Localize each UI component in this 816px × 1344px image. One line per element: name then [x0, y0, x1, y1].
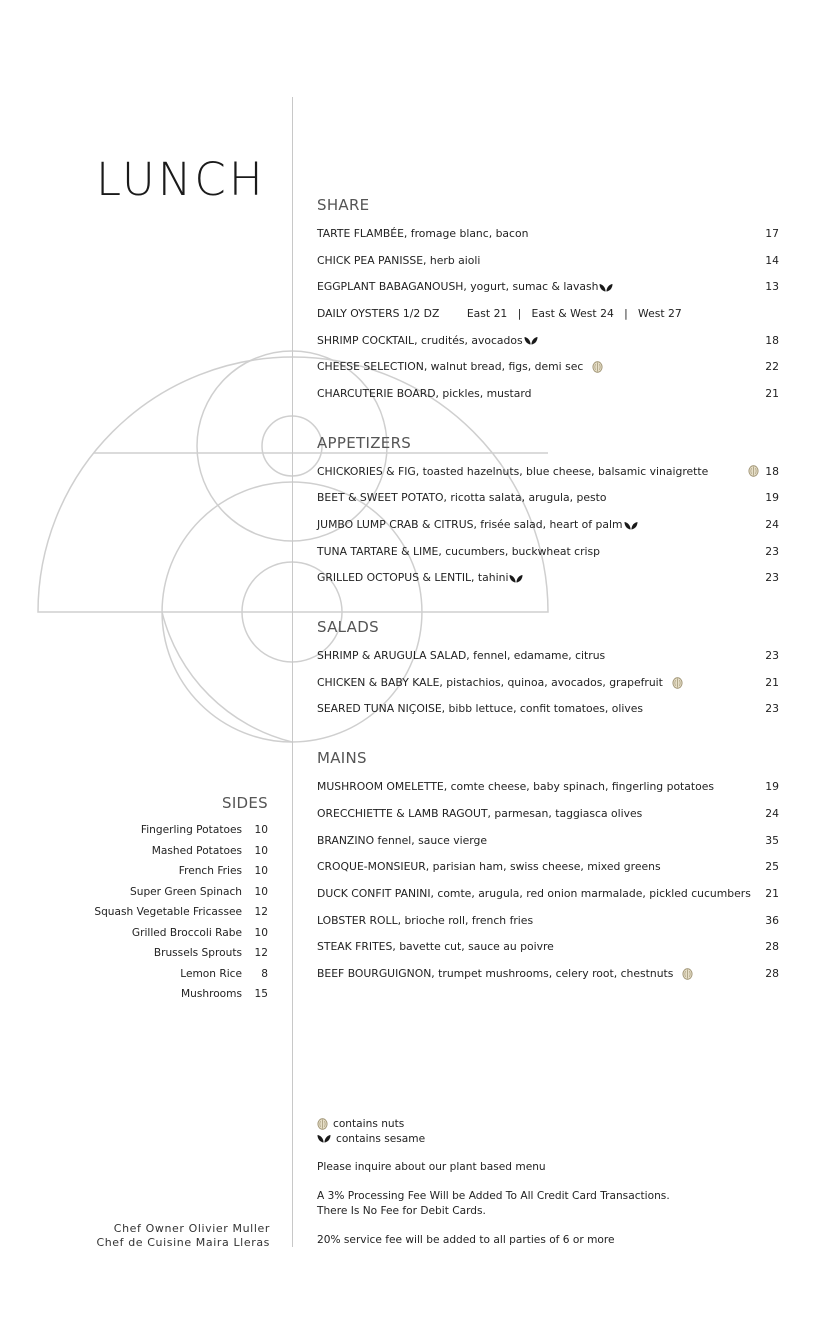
- menu-item-left: [317, 807, 642, 820]
- menu-item-left: [317, 649, 605, 662]
- menu-item-name: SEARED TUNA NIÇOISE, bibb lettuce, confit tomatoes, olives: [317, 702, 643, 716]
- menu-item-price: 17: [765, 226, 779, 240]
- section-title: SHARE: [317, 196, 370, 214]
- side-item-price: 10: [254, 824, 268, 837]
- menu-item-price: 25: [765, 860, 779, 874]
- menu-item: [317, 960, 779, 987]
- menu-item: [317, 933, 779, 960]
- sesame-icon: [599, 283, 613, 292]
- menu-item-right: [765, 676, 779, 689]
- menu-item-right: [765, 649, 779, 662]
- sides-list: [86, 820, 268, 1005]
- side-item: [86, 882, 268, 903]
- menu-item-left: [317, 834, 487, 847]
- menu-item-left: [317, 914, 533, 927]
- menu-item: [317, 300, 779, 327]
- menu-item: [317, 696, 779, 723]
- menu-item: [317, 273, 779, 300]
- menu-item-name: CHARCUTERIE BOARD, pickles, mustard: [317, 386, 532, 400]
- menu-item-left: [317, 518, 638, 531]
- menu-item-right: [765, 940, 779, 953]
- side-item: [86, 943, 268, 964]
- menu-item-price: 19: [765, 491, 779, 505]
- menu-item-right: [765, 780, 779, 793]
- section-title: MAINS: [317, 749, 367, 768]
- menu-item-price: 24: [765, 806, 779, 820]
- processing-fee-line2: There Is No Fee for Debit Cards.: [317, 1205, 486, 1217]
- menu-item-price: 23: [765, 571, 779, 585]
- menu-item-name: MUSHROOM OMELETTE, comte cheese, baby spinach, fingerling potatoes: [317, 780, 715, 794]
- menu-item: [317, 485, 779, 512]
- plant-based-note: Please inquire about our plant based menu: [317, 1161, 546, 1173]
- menu-item-right: [765, 860, 779, 873]
- menu-item: [317, 458, 779, 485]
- menu-item-right: [765, 545, 779, 558]
- menu-item-name: BEEF BOURGUIGNON, trumpet mushrooms, celery root, chestnuts: [317, 966, 674, 980]
- menu-item-price: 28: [765, 966, 779, 980]
- menu-item: [317, 380, 779, 407]
- menu-item-right: [765, 280, 779, 293]
- side-item-name: Super Green Spinach: [130, 885, 242, 898]
- legend-sesame-label: contains sesame: [336, 1132, 426, 1145]
- menu-item-left: [317, 887, 751, 900]
- side-item: [86, 902, 268, 923]
- processing-fee-line1: A 3% Processing Fee Will be Added To All Credit Card Transactions.: [317, 1190, 670, 1202]
- side-item-price: 12: [254, 947, 268, 960]
- menu-item-right: [765, 491, 779, 504]
- menu-item: [317, 773, 779, 800]
- side-item: [86, 923, 268, 944]
- menu-item-left: [317, 676, 683, 689]
- menu-item-right: [765, 571, 779, 584]
- menu-item: [317, 327, 779, 354]
- menu-item: [317, 853, 779, 880]
- section-appetizers: [317, 431, 779, 591]
- menu-item-left: [317, 227, 528, 240]
- menu-item-name: CHICK PEA PANISSE, herb aioli: [317, 253, 481, 267]
- menu-item-price: 35: [765, 833, 779, 847]
- side-item: [86, 861, 268, 882]
- menu-item-name: SHRIMP & ARUGULA SALAD, fennel, edamame, citrus: [317, 649, 606, 663]
- menu-notes: [317, 1160, 670, 1262]
- menu-item-left: [317, 307, 682, 320]
- menu-item-price: 36: [765, 913, 779, 927]
- menu-item-left: [317, 967, 693, 980]
- menu-item-left: [317, 702, 643, 715]
- menu-item-right: [748, 465, 779, 478]
- menu-item-name: BRANZINO fennel, sauce vierge: [317, 833, 488, 847]
- menu-item-name: CHICKORIES & FIG, toasted hazelnuts, blue cheese, balsamic vinaigrette: [317, 464, 709, 478]
- side-item-name: Mushrooms: [180, 988, 242, 1001]
- menu-item: [317, 642, 779, 669]
- menu-item: [317, 907, 779, 934]
- menu-item-right: [765, 702, 779, 715]
- menu-item: [317, 800, 779, 827]
- menu-item-name: TARTE FLAMBÉE, fromage blanc, bacon: [317, 226, 529, 240]
- menu-item-name: TUNA TARTARE & LIME, cucumbers, buckwheat crisp: [317, 544, 601, 558]
- menu-item-price: 28: [765, 940, 779, 954]
- processing-fee-note: [317, 1189, 670, 1219]
- menu-item-right: [765, 254, 779, 267]
- side-item: [86, 841, 268, 862]
- menu-item-left: [317, 280, 613, 293]
- side-item-name: French Fries: [178, 865, 242, 878]
- menu-item-right: [765, 834, 779, 847]
- menu-item-price: 24: [765, 518, 779, 532]
- menu-item-price: 21: [765, 886, 779, 900]
- vertical-divider: [292, 97, 293, 1247]
- sesame-icon: [624, 521, 638, 530]
- menu-item-name: ORECCHIETTE & LAMB RAGOUT, parmesan, taggiasca olives: [317, 806, 643, 820]
- menu-item-left: [317, 940, 554, 953]
- menu-item-name: JUMBO LUMP CRAB & CITRUS, frisée salad, heart of palm: [317, 518, 623, 532]
- menu-item-name: BEET & SWEET POTATO, ricotta salata, arugula, pesto: [317, 491, 607, 505]
- nut-icon: [592, 361, 603, 373]
- menu-item: [317, 353, 779, 380]
- menu-item-left: [317, 491, 607, 504]
- menu-item-right: [765, 807, 779, 820]
- menu-item: [317, 247, 779, 274]
- menu-item-name: SHRIMP COCKTAIL, crudités, avocados: [317, 333, 523, 347]
- page-title: LUNCH: [96, 153, 266, 206]
- menu-item-name: EGGPLANT BABAGANOUSH, yogurt, sumac & lavash: [317, 280, 599, 294]
- menu-item-left: [317, 334, 538, 347]
- menu-item-price: 23: [765, 702, 779, 716]
- section-mains: [317, 746, 779, 987]
- menu-item-name: LOBSTER ROLL, brioche roll, french fries: [317, 913, 534, 927]
- side-item-price: 15: [254, 988, 268, 1001]
- chef-owner: Chef Owner Olivier Muller: [113, 1222, 270, 1235]
- sesame-icon: [317, 1134, 331, 1143]
- menu-item-left: [317, 254, 480, 267]
- menu-item: [317, 827, 779, 854]
- side-item: [86, 984, 268, 1005]
- menu-item: [317, 220, 779, 247]
- menu-item-name: CHEESE SELECTION, walnut bread, figs, demi sec: [317, 360, 584, 374]
- side-item-name: Brussels Sprouts: [153, 947, 242, 960]
- menu-item-price: 23: [765, 649, 779, 663]
- side-item-name: Squash Vegetable Fricassee: [94, 906, 242, 919]
- sesame-icon: [524, 336, 538, 345]
- legend-sesame: [317, 1131, 425, 1146]
- legend-nuts-label: contains nuts: [333, 1117, 405, 1130]
- menu-item-price: 21: [765, 675, 779, 689]
- sesame-icon: [509, 574, 523, 583]
- section-salads: [317, 615, 779, 722]
- nut-icon: [748, 465, 759, 477]
- chef-credits: [60, 1222, 270, 1250]
- menu-item: [317, 565, 779, 592]
- menu-item-price: 19: [765, 780, 779, 794]
- menu-item-left: [317, 545, 600, 558]
- menu-item: [317, 669, 779, 696]
- side-item-name: Fingerling Potatoes: [140, 824, 242, 837]
- side-item-name: Lemon Rice: [180, 967, 242, 980]
- side-item-price: 10: [254, 865, 268, 878]
- nut-icon: [317, 1118, 328, 1130]
- menu-item-right: [765, 334, 779, 347]
- chef-de-cuisine: Chef de Cuisine Maira Lleras: [96, 1236, 270, 1249]
- side-item-price: 10: [254, 885, 268, 898]
- menu-item-left: [317, 465, 708, 478]
- side-item: [86, 964, 268, 985]
- menu-item-right: [765, 518, 779, 531]
- menu-item-name: CHICKEN & BABY KALE, pistachios, quinoa, avocados, grapefruit: [317, 675, 663, 689]
- menu-sections: [317, 193, 779, 987]
- menu-item-left: [317, 780, 714, 793]
- menu-item-price: 23: [765, 544, 779, 558]
- menu-item-left: [317, 360, 603, 373]
- menu-item-left: [317, 860, 661, 873]
- legend-nuts: [317, 1116, 425, 1131]
- menu-item-right: [765, 387, 779, 400]
- menu-item-name: DUCK CONFIT PANINI, comte, arugula, red onion marmalade, pickled cucumbers: [317, 886, 751, 900]
- sides-title: SIDES: [222, 794, 268, 812]
- menu-item-price: 18: [765, 333, 779, 347]
- menu-item-price: 13: [765, 280, 779, 294]
- menu-item-right: [765, 914, 779, 927]
- menu-item-name: CROQUE-MONSIEUR, parisian ham, swiss cheese, mixed greens: [317, 860, 661, 874]
- allergen-legend: [317, 1116, 425, 1146]
- menu-item-left: [317, 571, 523, 584]
- side-item-price: 12: [254, 906, 268, 919]
- menu-item-right: [765, 360, 779, 373]
- menu-item-right: [765, 887, 779, 900]
- menu-item-price: 18: [765, 464, 779, 478]
- side-item-price: 10: [254, 926, 268, 939]
- menu-item-left: [317, 387, 532, 400]
- section-title: APPETIZERS: [317, 433, 412, 452]
- nut-icon: [682, 968, 693, 980]
- side-item: [86, 820, 268, 841]
- menu-item-name: GRILLED OCTOPUS & LENTIL, tahini: [317, 571, 509, 585]
- side-item-name: Grilled Broccoli Rabe: [131, 926, 242, 939]
- side-item-price: 8: [261, 967, 268, 980]
- menu-item-name: DAILY OYSTERS 1/2 DZ East 21 | East & West 24 | West 27: [317, 306, 682, 320]
- menu-item-right: [765, 967, 779, 980]
- section-share: [317, 193, 779, 407]
- menu-item: [317, 880, 779, 907]
- section-title: SALADS: [317, 618, 379, 637]
- menu-item-price: 14: [765, 253, 779, 267]
- menu-item: [317, 538, 779, 565]
- side-item-name: Mashed Potatoes: [151, 844, 242, 857]
- nut-icon: [672, 677, 683, 689]
- sides-section: [86, 792, 268, 1005]
- menu-item-price: 22: [765, 360, 779, 374]
- menu-item-right: [765, 227, 779, 240]
- menu-item-price: 21: [765, 386, 779, 400]
- side-item-price: 10: [254, 844, 268, 857]
- service-fee-note: 20% service fee will be added to all parties of 6 or more: [317, 1234, 615, 1246]
- menu-item-name: STEAK FRITES, bavette cut, sauce au poivre: [317, 940, 554, 954]
- menu-item: [317, 511, 779, 538]
